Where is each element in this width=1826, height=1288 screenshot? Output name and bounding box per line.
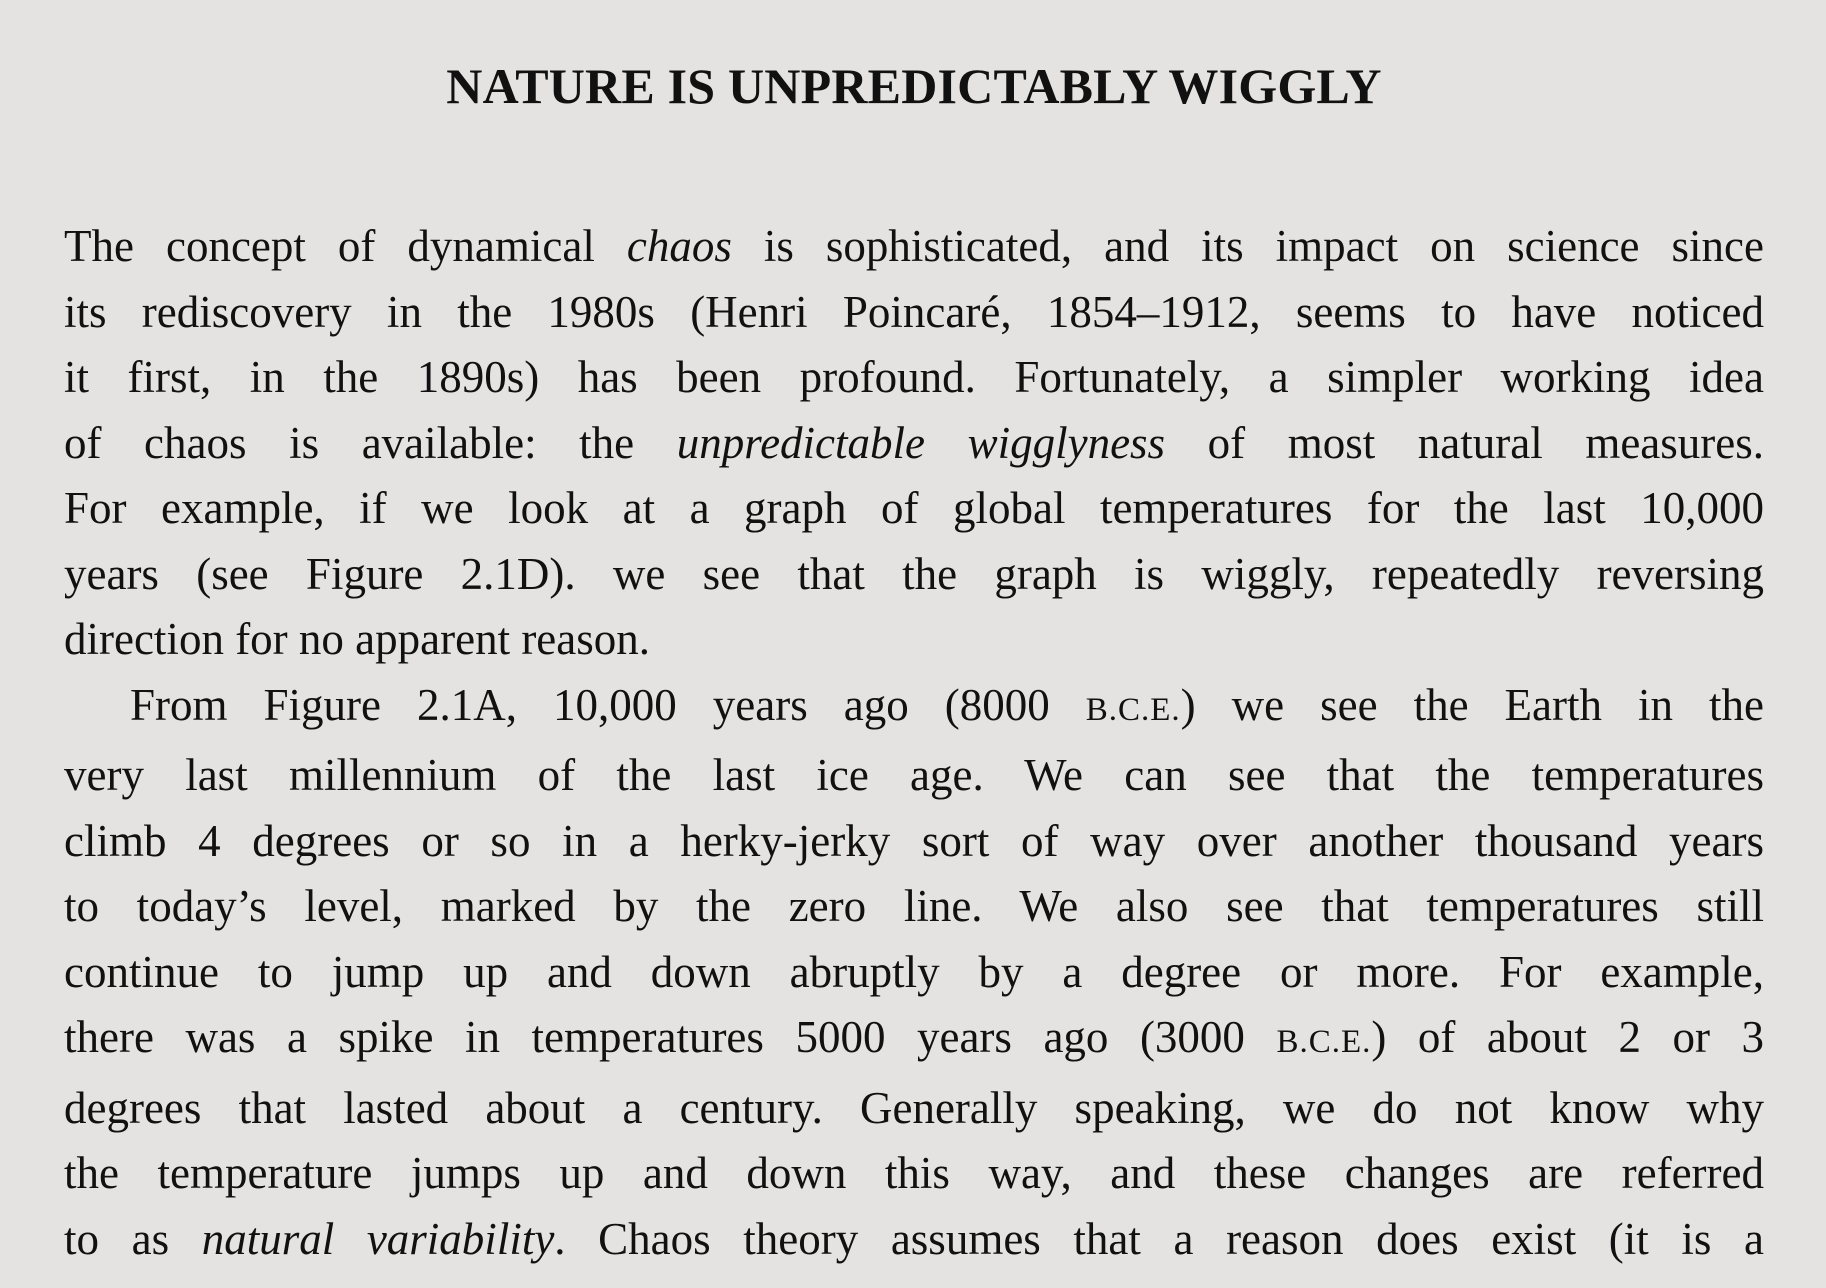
text-run: of chaos is available: the	[64, 417, 677, 468]
italic-term-chaos: chaos	[626, 221, 732, 271]
text-line: For example, if we look at a graph of global temperatures for the last 10,000	[64, 483, 1764, 533]
text-run: The concept of dynamical	[64, 221, 627, 271]
text-line: to today’s level, marked by the zero line. We also see that temperatures still	[64, 881, 1764, 931]
text-line: climb 4 degrees or so in a herky-jerky sort of way over another thousand years	[64, 815, 1764, 866]
text-run: is sophisticated, and its impact on science since	[731, 221, 1765, 271]
text-line: it first, in the 1890s) has been profound. Fortunately, a simpler working idea	[64, 352, 1764, 402]
text-line	[64, 214, 1764, 280]
text-run: . Chaos theory assumes that a reason does exist (it is a	[554, 1213, 1764, 1264]
paragraph-2	[64, 673, 1764, 1273]
text-line: direction for no apparent reason.	[64, 614, 651, 664]
text-line	[64, 673, 1764, 744]
era-abbreviation: B.C.E.	[1085, 691, 1181, 728]
text-run: ) we see the Earth in the	[1180, 679, 1764, 730]
text-run: there was a spike in temperatures 5000 years ago (3000	[64, 1012, 1277, 1062]
italic-term-natural-variability: natural variability	[201, 1213, 555, 1264]
text-line: its rediscovery in the 1980s (Henri Poincaré, 1854–1912, seems to have noticed	[64, 286, 1764, 337]
text-line	[64, 1207, 1764, 1273]
text-run: From Figure 2.1A, 10,000 years ago (8000	[130, 679, 1086, 730]
era-abbreviation: B.C.E.	[1276, 1024, 1372, 1060]
paragraph-1	[64, 214, 1764, 673]
text-line: continue to jump up and down abruptly by a degree or more. For example,	[64, 946, 1764, 997]
italic-term-wigglyness: unpredictable wigglyness	[676, 417, 1166, 468]
text-run: to as	[64, 1213, 202, 1264]
section-heading: NATURE IS UNPREDICTABLY WIGGLY	[446, 58, 1382, 114]
body-text	[64, 214, 1764, 1272]
text-line: degrees that lasted about a century. Generally speaking, we do not know why	[64, 1082, 1764, 1133]
text-line	[64, 411, 1764, 477]
text-run: of most natural measures.	[1165, 417, 1765, 468]
text-line: the temperature jumps up and down this way, and these changes are referred	[64, 1148, 1764, 1198]
text-line: years (see Figure 2.1D). we see that the graph is wiggly, repeatedly reversing	[64, 548, 1764, 599]
text-line: very last millennium of the last ice age. We can see that the temperatures	[64, 750, 1764, 800]
text-run: ) of about 2 or 3	[1371, 1012, 1764, 1062]
text-line	[64, 1005, 1764, 1076]
